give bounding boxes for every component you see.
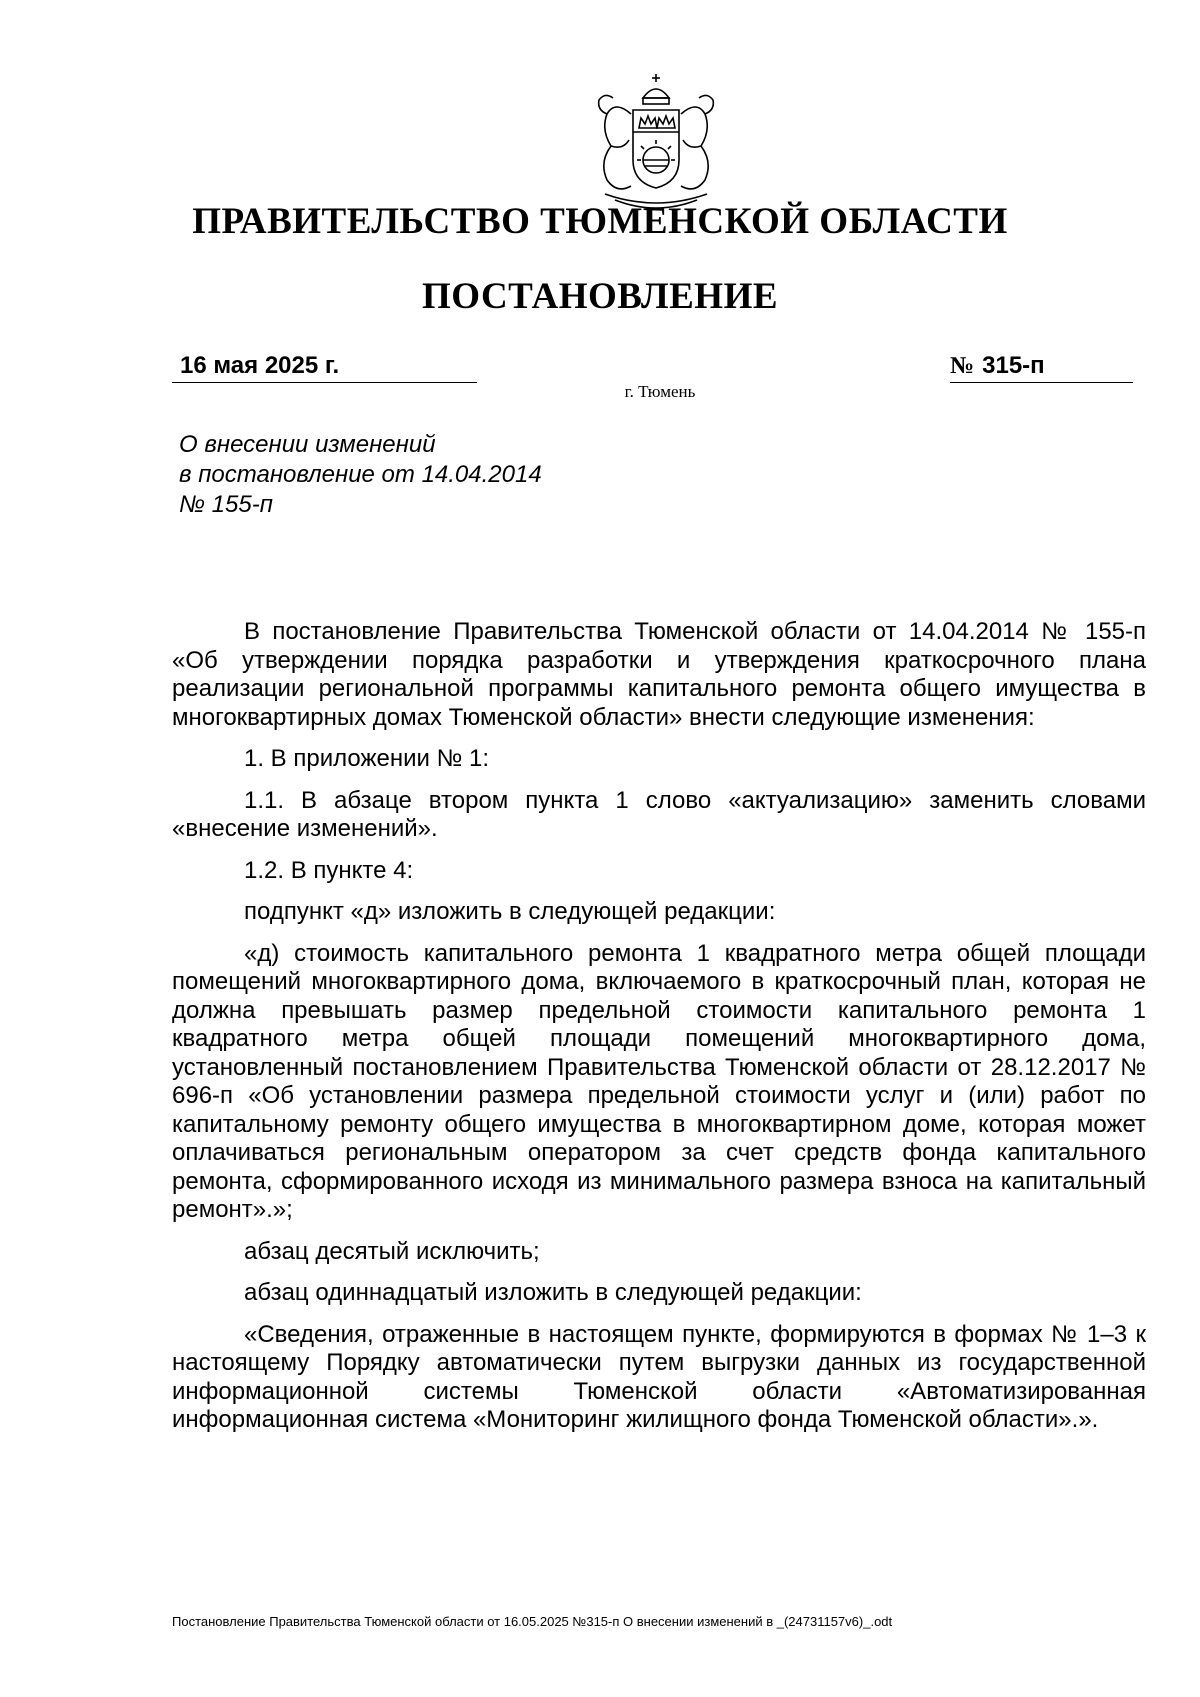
document-date: 16 мая 2025 г. bbox=[172, 352, 477, 383]
body-paragraph: В постановление Правительства Тюменской области от 14.04.2014 № 155-п «Об утверждении порядка разработки и утверждения краткосрочного плана реализации региональной программы капитального ремонта общего имущества в многоквартирных домах Тюменской области» внести следующие изменения: bbox=[172, 618, 1146, 731]
document-body bbox=[172, 618, 1146, 1448]
body-paragraph: 1.2. В пункте 4: bbox=[244, 856, 414, 884]
document-city: г. Тюмень bbox=[624, 382, 696, 401]
document-type: ПОСТАНОВЛЕНИЕ bbox=[421, 276, 779, 317]
number-value: 315-п bbox=[982, 352, 1045, 379]
body-paragraph: абзац десятый исключить; bbox=[244, 1237, 540, 1265]
page-footer: Постановление Правительства Тюменской области от 16.05.2025 №315-п О внесении изменений в _(24731157v6)_.odt bbox=[172, 1614, 893, 1629]
body-paragraph: абзац одиннадцатый изложить в следующей редакции: bbox=[244, 1279, 862, 1306]
document-number bbox=[950, 352, 1133, 383]
body-paragraph: «Сведения, отраженные в настоящем пункте, формируются в формах № 1–3 к настоящему Порядку автоматически путем выгрузки данных из государственной информационной системы Тюменской области «Автоматизированная информационная система «Мониторинг жилищного фонда Тюменской области».». bbox=[172, 1320, 1146, 1433]
tyumen-coat-of-arms-icon bbox=[585, 70, 727, 212]
body-paragraph: 1.1. В абзаце втором пункта 1 слово «актуализацию» заменить словами «внесение изменений». bbox=[172, 786, 1146, 842]
number-sign: № bbox=[950, 353, 975, 379]
document-title bbox=[179, 430, 629, 520]
title-line: № 155-п bbox=[179, 491, 273, 518]
organization-name: ПРАВИТЕЛЬСТВО ТЮМЕНСКОЙ ОБЛАСТИ bbox=[192, 201, 1008, 242]
title-line: О внесении изменений bbox=[179, 431, 436, 458]
body-paragraph: «д) стоимость капитального ремонта 1 квадратного метра общей площади помещений многоквартирного дома, включаемого в краткосрочный план, которая не должна превышать размер предельной стоимости капитального ремонта 1 квадратного метра общей площади помещений многоквартирного дома, установленный постановлением Правительства Тюменской области от 28.12.2017 № 696-п «Об установлении размера предельной стоимости услуг и (или) работ по капитальному ремонту общего имущества в многоквартирном доме, которая может оплачиваться региональным оператором за счет средств фонда капитального ремонта, сформированного исходя из минимального размера взноса на капитальный ремонт».»; bbox=[172, 939, 1146, 1223]
body-paragraph: подпункт «д» изложить в следующей редакции: bbox=[244, 898, 776, 925]
title-line: в постановление от 14.04.2014 bbox=[179, 461, 542, 488]
body-paragraph: 1. В приложении № 1: bbox=[244, 745, 490, 772]
